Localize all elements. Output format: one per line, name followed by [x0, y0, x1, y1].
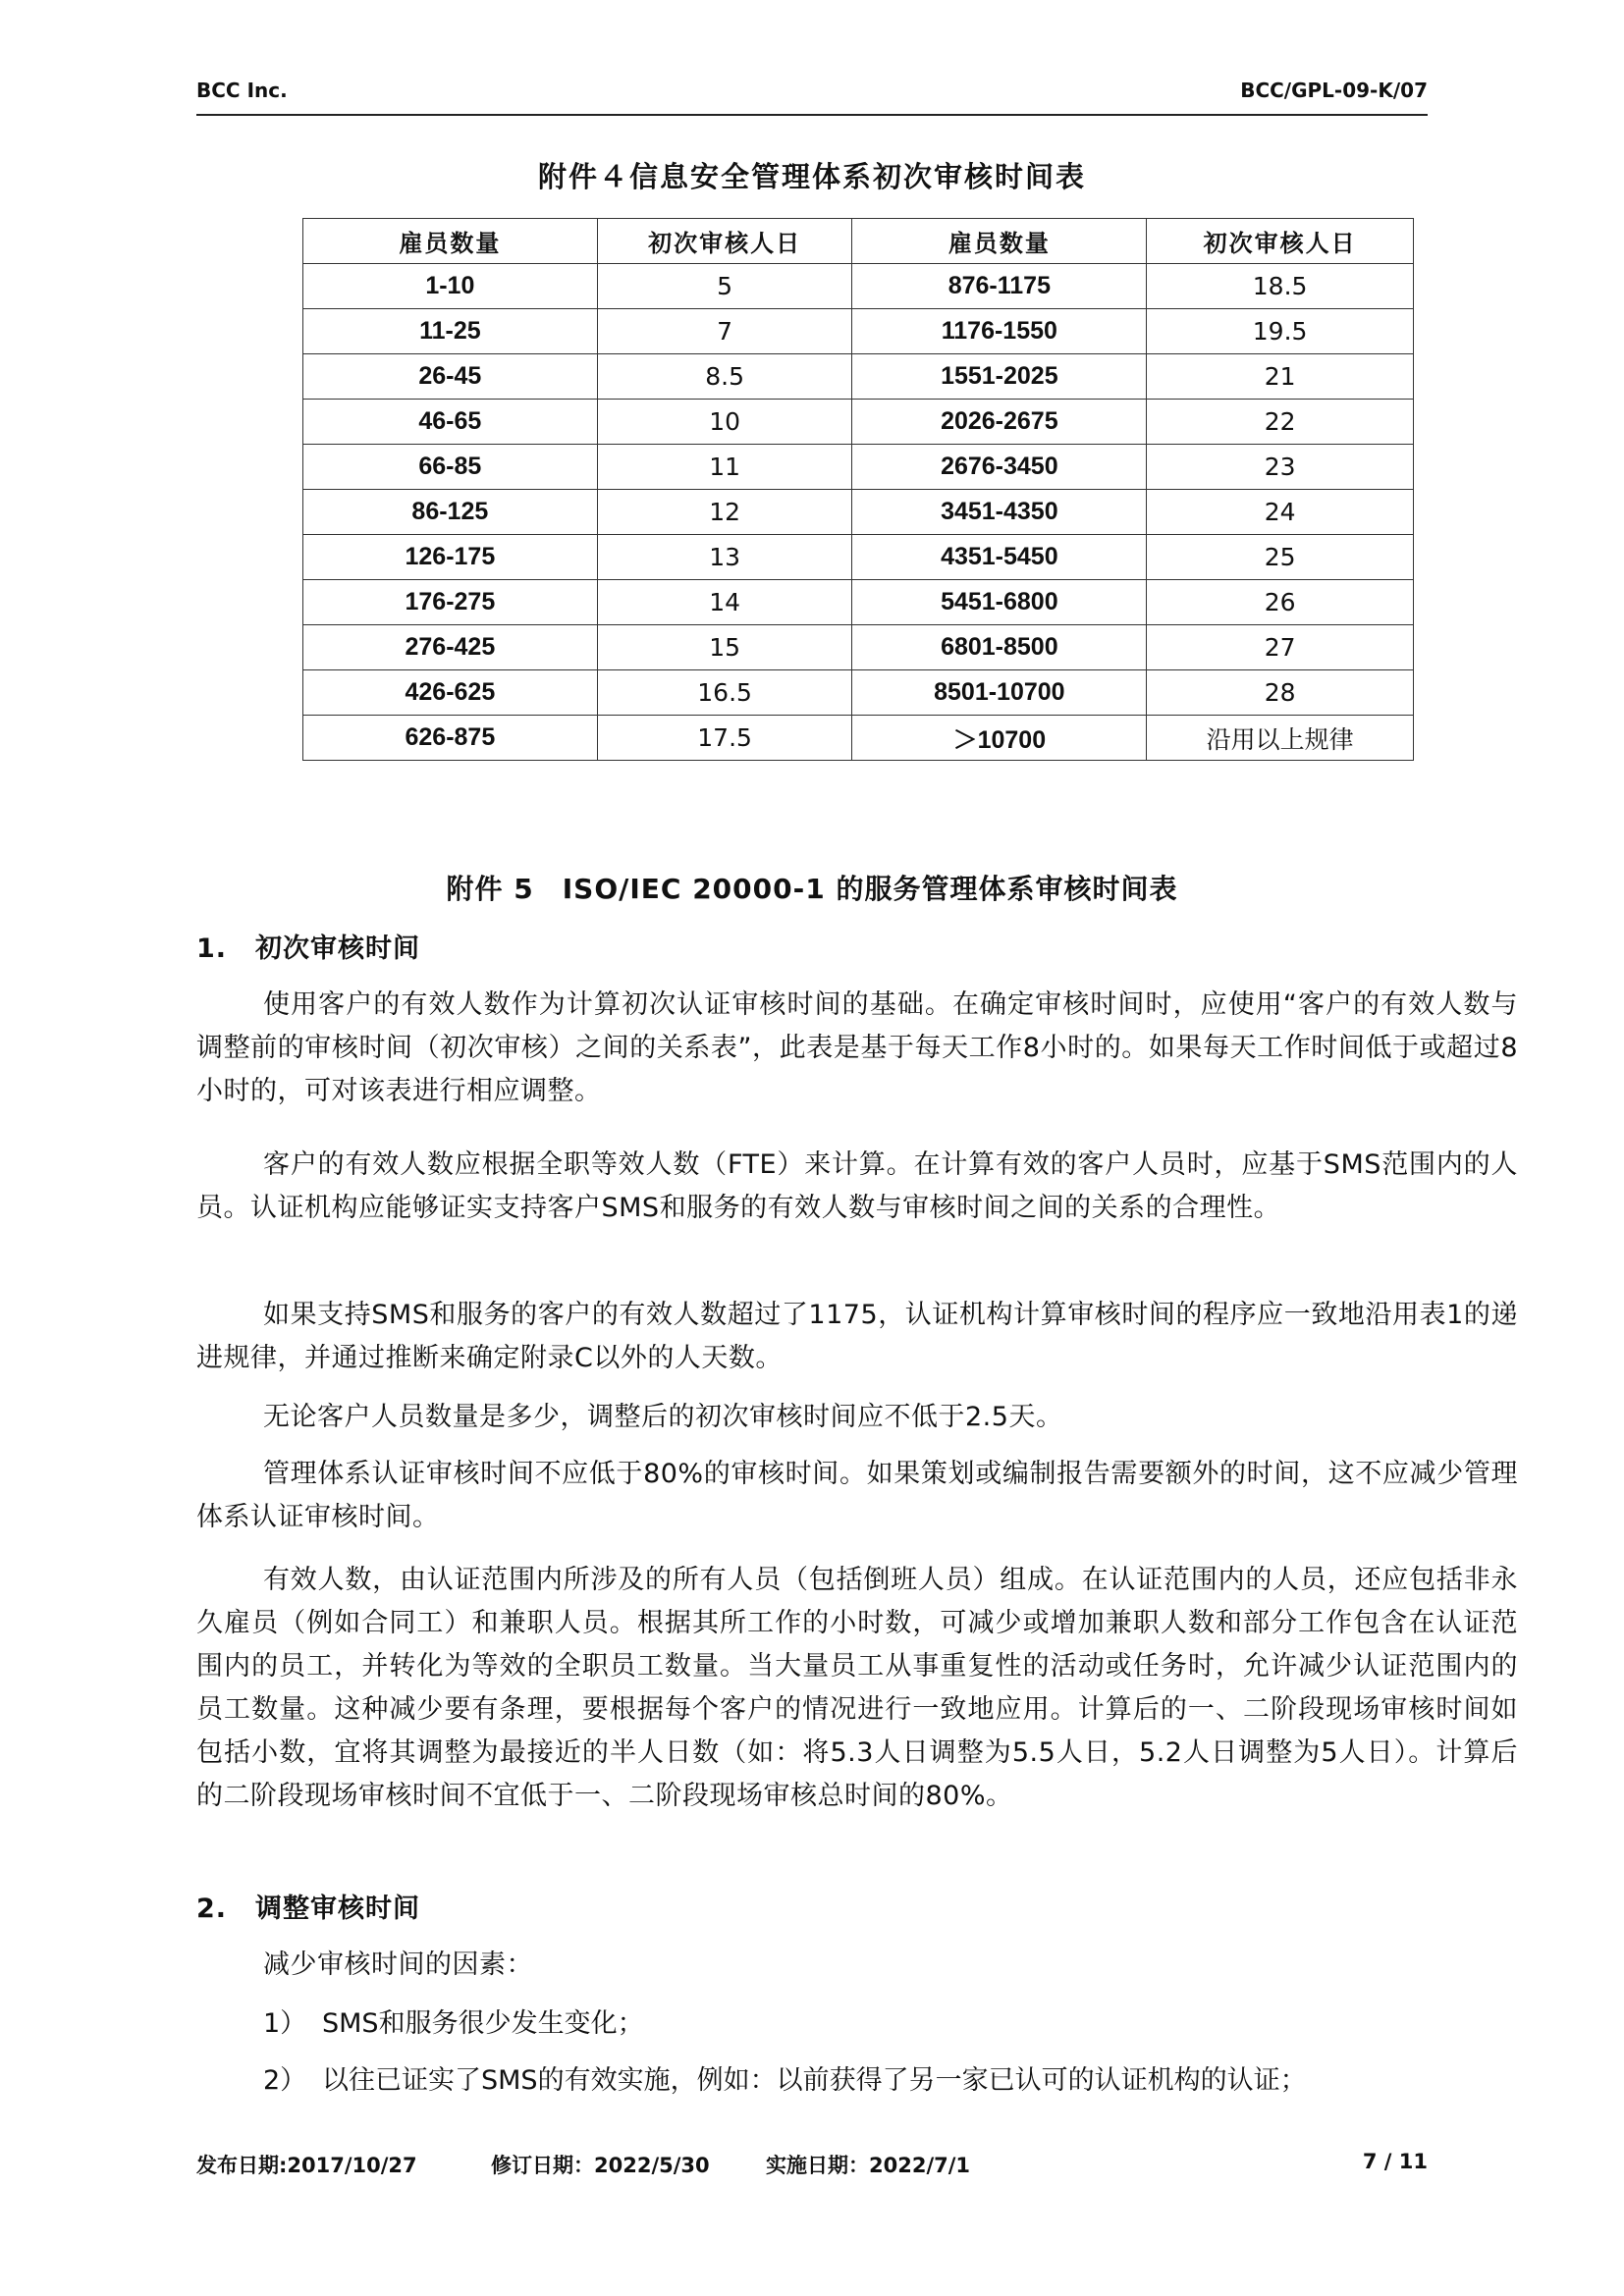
- table-row: [303, 400, 1414, 445]
- list-item-number: 2）: [263, 2065, 307, 2096]
- table-cell: 26-45: [303, 354, 598, 400]
- table-cell: 21: [1147, 354, 1414, 400]
- table-row: [303, 580, 1414, 625]
- paragraph: 管理体系认证审核时间不应低于80%的审核时间。如果策划或编制报告需要额外的时间，这不应减少管理体系认证审核时间。: [196, 1459, 1518, 1532]
- table-header-row: [303, 219, 1414, 264]
- table-cell: 1-10: [303, 264, 598, 309]
- page-number: 7 / 11: [1362, 2150, 1428, 2173]
- table-cell: 19.5: [1147, 309, 1414, 354]
- table-cell: 22: [1147, 400, 1414, 445]
- table-cell: 46-65: [303, 400, 598, 445]
- table-cell: 8.5: [597, 354, 852, 400]
- section-title: 初次审核时间: [255, 934, 420, 964]
- table-cell: 86-125: [303, 490, 598, 535]
- column-header: 雇员数量: [303, 219, 598, 264]
- annex4-table: [302, 218, 1414, 761]
- table-cell: 11-25: [303, 309, 598, 354]
- table-cell: 5: [597, 264, 852, 309]
- table-cell: 16.5: [597, 670, 852, 716]
- list-item-text: 以往已证实了SMS的有效实施，例如：以前获得了另一家已认可的认证机构的认证；: [322, 2065, 1307, 2096]
- table-cell: 66-85: [303, 445, 598, 490]
- column-header: 初次审核人日: [597, 219, 852, 264]
- section-title: 调整审核时间: [255, 1894, 420, 1924]
- page-header: [196, 79, 1428, 116]
- table-cell: 23: [1147, 445, 1414, 490]
- table-cell: 11: [597, 445, 852, 490]
- paragraph: 使用客户的有效人数作为计算初次认证审核时间的基础。在确定审核时间时，应使用“客户的有效人数与调整前的审核时间（初次审核）之间的关系表”，此表是基于每天工作8小时的。如果每天工作时间低于或超过8小时的，可对该表进行相应调整。: [196, 989, 1518, 1106]
- revision-date: 修订日期：2022/5/30: [491, 2154, 710, 2177]
- paragraph: 客户的有效人数应根据全职等效人数（FTE）来计算。在计算有效的客户人员时，应基于SMS范围内的人员。认证机构应能够证实支持客户SMS和服务的有效人数与审核时间之间的关系的合理性。: [196, 1149, 1518, 1223]
- annex5-title: 附件 5 ISO/IEC 20000-1 的服务管理体系审核时间表: [446, 873, 1178, 905]
- list-item: [263, 2059, 1520, 2103]
- table-cell: 4351-5450: [852, 535, 1147, 580]
- table-row: [303, 670, 1414, 716]
- table-row: [303, 716, 1414, 761]
- table-cell: 26: [1147, 580, 1414, 625]
- issue-date: 发布日期:2017/10/27: [196, 2154, 417, 2177]
- table-cell: 2676-3450: [852, 445, 1147, 490]
- section2-heading: [196, 1887, 420, 1925]
- table-cell: 8501-10700: [852, 670, 1147, 716]
- header-company: BCC Inc.: [196, 79, 288, 102]
- paragraph: 有效人数，由认证范围内所涉及的所有人员（包括倒班人员）组成。在认证范围内的人员，还应包括非永久雇员（例如合同工）和兼职人员。根据其所工作的小时数，可减少或增加兼职人数和部分工作包含在认证范围内的员工，并转化为等效的全职员工数量。当大量员工从事重复性的活动或任务时，允许减少认证范围内的员工数量。这种减少要有条理，要根据每个客户的情况进行一致地应用。计算后的一、二阶段现场审核时间如包括小数，宜将其调整为最接近的半人日数（如：将5.3人日调整为5.5人日，5.2人日调整为5人日）。计算后的二阶段现场审核时间不宜低于一、二阶段现场审核总时间的80%。: [196, 1565, 1518, 1811]
- list-item-text: SMS和服务很少发生变化；: [322, 2008, 644, 2039]
- section1-heading: [196, 927, 420, 965]
- table-cell: 7: [597, 309, 852, 354]
- table-row: [303, 354, 1414, 400]
- table-row: [303, 625, 1414, 670]
- annex4-title: 附件４信息安全管理体系初次审核时间表: [537, 160, 1086, 193]
- table-cell: 876-1175: [852, 264, 1147, 309]
- table-cell: 27: [1147, 625, 1414, 670]
- table-row: [303, 309, 1414, 354]
- table-row: [303, 535, 1414, 580]
- table-cell: 14: [597, 580, 852, 625]
- table-cell: ＞10700: [852, 716, 1147, 761]
- paragraph: 如果支持SMS和服务的客户的有效人数超过了1175，认证机构计算审核时间的程序应一致地沿用表1的递进规律，并通过推断来确定附录C以外的人天数。: [196, 1300, 1518, 1373]
- table-cell: 6801-8500: [852, 625, 1147, 670]
- section-number: 2.: [196, 1894, 228, 1924]
- table-cell: 5451-6800: [852, 580, 1147, 625]
- list-item-number: 1）: [263, 2008, 307, 2039]
- table-row: [303, 264, 1414, 309]
- column-header: 雇员数量: [852, 219, 1147, 264]
- table-cell: 25: [1147, 535, 1414, 580]
- effective-date: 实施日期：2022/7/1: [766, 2154, 971, 2177]
- table-cell: 1176-1550: [852, 309, 1147, 354]
- table-cell: 176-275: [303, 580, 598, 625]
- section-number: 1.: [196, 934, 228, 964]
- table-row: [303, 490, 1414, 535]
- table-cell: 15: [597, 625, 852, 670]
- table-cell: 2026-2675: [852, 400, 1147, 445]
- table-cell: 276-425: [303, 625, 598, 670]
- table-row: [303, 445, 1414, 490]
- table-cell: 17.5: [597, 716, 852, 761]
- annex4-table-body: [303, 264, 1414, 761]
- table-cell: 28: [1147, 670, 1414, 716]
- table-cell: 626-875: [303, 716, 598, 761]
- table-cell: 13: [597, 535, 852, 580]
- table-cell: 10: [597, 400, 852, 445]
- table-cell: 18.5: [1147, 264, 1414, 309]
- paragraph: 减少审核时间的因素：: [263, 1949, 533, 1980]
- table-cell: 126-175: [303, 535, 598, 580]
- header-doc-code: BCC/GPL-09-K/07: [1240, 79, 1428, 102]
- table-cell: 24: [1147, 490, 1414, 535]
- table-cell: 426-625: [303, 670, 598, 716]
- table-cell: 1551-2025: [852, 354, 1147, 400]
- list-item: [263, 2002, 1520, 2046]
- table-cell: 3451-4350: [852, 490, 1147, 535]
- paragraph: 无论客户人员数量是多少，调整后的初次审核时间应不低于2.5天。: [263, 1402, 1063, 1432]
- table-cell: 沿用以上规律: [1147, 716, 1414, 761]
- table-cell: 12: [597, 490, 852, 535]
- column-header: 初次审核人日: [1147, 219, 1414, 264]
